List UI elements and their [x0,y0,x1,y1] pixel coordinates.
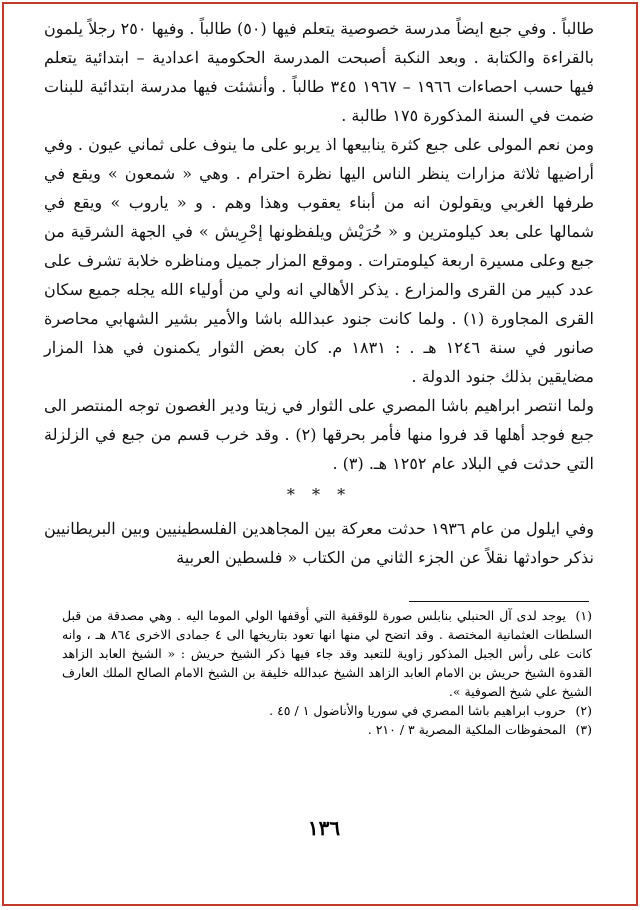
footnote-text: حروب ابراهيم باشا المصري في سوريا والأناضول ١ / ٤٥ . [269,703,566,718]
page-number: ١٣٦ [307,816,341,840]
footnote-text: المحفوظات الملكية المصرية ٣ / ٢١٠ . [367,722,566,737]
footnote-number: (٢) [575,703,592,718]
footnote-number: (٣) [575,722,592,737]
footnote-rule [409,601,589,602]
footnote-number: (١) [575,608,592,623]
footnotes [62,606,592,739]
paragraph-ibrahim-pasha: ولما انتصر ابراهيم باشا المصري على الثوار في زيتا ودير الغصون توجه المنتصر الى جبع فوجد أهلها قد فروا منها فأمر بحرقها (٢) . وقد خرب قسم من جبع في الزلزلة التي حدثت في البلاد عام ١٢٥٢ هـ. (٣) . [44,396,595,473]
footnote-1 [62,606,592,701]
footnote-text: يوجد لدى آل الحنبلي بنابلس صورة للوقفية التي أوقفها الولي الموما اليه . وهي مصدقة من قبل السلطات العثمانية المختصة . وقد اتضح لي منها انها تعود بتاريخها الى ٤ جمادى الاخرى ٨٦٤ هـ ، وانه كانت على رأس الجبل المذكور زاوية للتعبد وقد جاء فيها ذكر الشيخ حريش : « الشيخ العابد الزاهد القدوة الشيخ حريش بن الامام العابد الزاهد الشيخ عبدالله خليفة بن الشيخ الامام الصالح الملك العارف الشيخ علي شيخ الصوفية ». [62,608,593,699]
paragraph-springs-shrines: ومن نعم المولى على جبع كثرة ينابيعها اذ يربو على ما ينوف على ثماني عيون . وفي أراضيها ثلاثة مزارات ينظر الناس اليها نظرة احترام . وهي « شمعون » ويقع في طرفها الغربي ويقولون انه من أبناء يعقوب وهذا وهم . و « ياروب » ويقع في شمالها على بعد كيلومترين و « حُرَيْش ويلفظونها إحْرِيش » في الجهة الشرقية من جبع وعلى مسيرة اربعة كيلومترات . وموقع المزار جميل ومناظره خلابة تشرف على عدد كبير من القرى والمزارع . يذكر الأهالي انه ولي من أولياء الله يجله جميع سكان القرى المجاورة (١) . ولما كانت جنود عبدالله باشا والأمير بشير الشهابي محاصرة صانور في سنة ١٢٤٦ هـ . : ١٨٣١ م. كان بعض الثوار يكمنون في هذا المزار مضايقين بذلك جنود الدولة . [44,135,595,386]
footnote-2 [62,701,592,720]
section-separator: * * * [286,485,352,504]
paragraph-schools: طالباً . وفي جبع ايضاً مدرسة خصوصية يتعلم فيها (٥٠) طالباً . وفيها ٢٥٠ رجلاً يلمون بالقراءة والكتابة . وبعد النكبة أصبحت المدرسة الحكومية اعدادية – ابتدائية يتعلم فيها حسب احصاءات ١٩٦٦ – ١٩٦٧ ٣٤٥ طالباً . وأنشئت فيها مدرسة ابتدائية للبنات ضمت في السنة المذكورة ١٧٥ طالبة . [44,19,595,125]
footnote-3 [62,720,592,739]
page-frame [2,2,638,906]
paragraph-battle-1936: وفي ايلول من عام ١٩٣٦ حدثت معركة بين المجاهدين الفلسطينيين وبين البريطانيين نذكر حوادثها نقلاً عن الجزء الثاني من الكتاب « فلسطين العربية [44,519,595,567]
book-page [44,14,594,572]
